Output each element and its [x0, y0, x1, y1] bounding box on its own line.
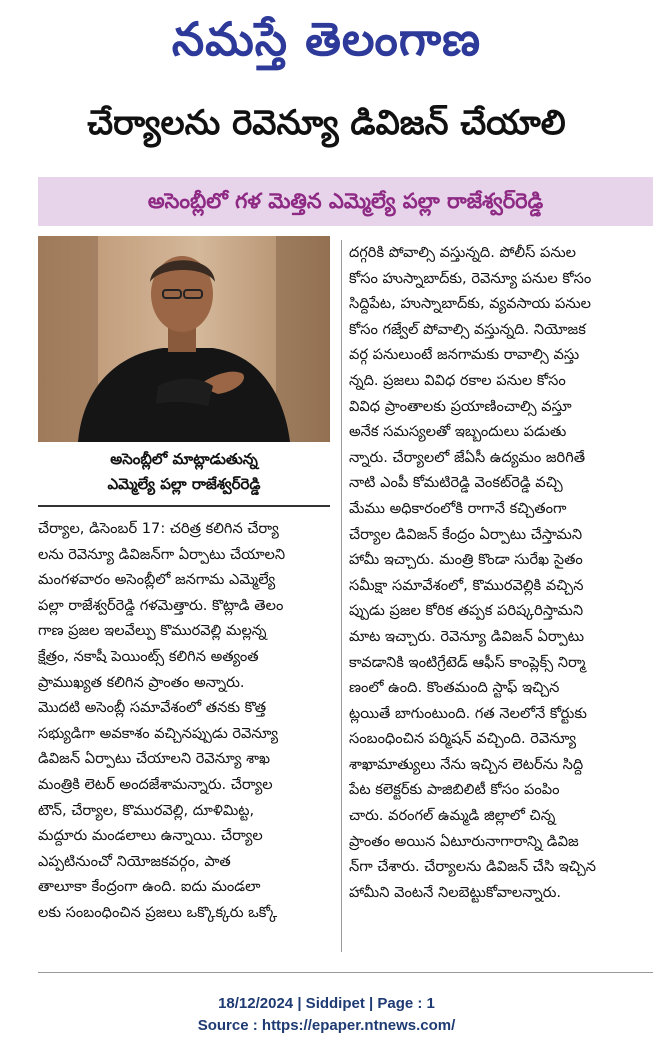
- subtitle: అసెంబ్లీలో గళ మెత్తిన ఎమ్మెల్యే పల్లా రాజేశ్వర్‌రెడ్డి: [147, 189, 544, 213]
- article-line: అనేక సమస్యలతో ఇబ్బందులు పడుతు: [349, 423, 567, 441]
- article-line: మద్దూరు మండలాలు ఉన్నాయి. చేర్యాల: [38, 827, 263, 845]
- article-line: సభ్యుడిగా అవకాశం వచ్చినప్పుడు రెవెన్యూ: [38, 724, 279, 742]
- article-line: గాణ ప్రజల ఇలవేల్పు కొమురవెల్లి మల్లన్న: [38, 622, 267, 640]
- article-line: తాలూకా కేంద్రంగా ఉంది. ఐదు మండలా: [38, 878, 261, 896]
- caption-line-2: ఎమ్మెల్యే పల్లా రాజేశ్వర్‌రెడ్డి: [107, 475, 261, 493]
- article-line: పల్లా రాజేశ్వర్‌రెడ్డి గళమెత్తారు. కొట్లాడి తెలం: [38, 596, 284, 614]
- article-line: హామీని వెంటనే నిలబెట్టుకోవాలన్నారు.: [349, 883, 562, 901]
- article-line: కావడానికి ఇంటిగ్రేటెడ్ ఆఫీస్ కాంప్లెక్స్ నిర్మా: [349, 653, 586, 671]
- article-line: ప్రాముఖ్యత కలిగిన ప్రాంతం అన్నారు.: [38, 673, 245, 691]
- article-line: పేట కలెక్టర్‌కు పాజిబిలిటీ కోసం పంపిం: [349, 781, 560, 799]
- footer-dateline: 18/12/2024 | Siddipet | Page : 1: [218, 995, 435, 1012]
- article-line: క్షేత్రం, నకాషీ పెయింట్స్ కలిగిన అత్యంత: [38, 647, 259, 665]
- article-line: ప్రాంతం అయిన ఏటూరునాగారాన్ని డివిజ: [349, 832, 579, 850]
- article-line: మేము అధికారంలోకి రాగానే కచ్చితంగా: [349, 499, 567, 517]
- article-line: హామీ ఇచ్చారు. మంత్రి కొండా సురేఖ సైతం: [349, 551, 583, 569]
- article-line: ణంలో ఉంది. కొంతమంది స్టాఫ్ ఇచ్చిన: [349, 679, 560, 697]
- article-line: వర్గ పనులుంటే జనగామకు రావాల్సి వస్తు: [349, 346, 580, 364]
- article-line: ట్లయితే బాగుంటుంది. గత నెలలోనే కోర్టుకు: [349, 704, 587, 722]
- article-line: దగ్గరికి పోవాల్సి వస్తున్నది. పోలీస్ పనుల: [349, 244, 576, 261]
- photo-caption: [38, 447, 330, 497]
- article-line: డివిజన్ ఏర్పాటు చేయాలని రెవెన్యూ శాఖ: [38, 750, 270, 768]
- article-line: సంబంధించిన పర్మిషన్ వచ్చింది. రెవెన్యూ: [349, 730, 577, 748]
- article-line: కోసం గజ్వేల్ పోవాల్సి వస్తున్నది. నియోజక: [349, 320, 586, 338]
- article-line: వివిధ ప్రాంతాలకు ప్రయాణించాల్సి వస్తూ: [349, 397, 572, 415]
- bottom-divider: [38, 972, 653, 973]
- news-photo: [38, 236, 330, 442]
- caption-divider: [38, 505, 330, 507]
- article-line: మాట ఇచ్చారు. రెవెన్యూ డివిజన్ ఏర్పాటు: [349, 627, 585, 645]
- article-line: లను రెవెన్యూ డివిజన్‌గా ఏర్పాటు చేయాలని: [38, 545, 286, 563]
- article-line: మొదటి అసెంబ్లీ సమావేశంలో తనకు కొత్త: [38, 699, 267, 717]
- article-line: న్నది. ప్రజలు వివిధ రకాల పనుల కోసం: [349, 371, 566, 389]
- article-line: చారు. వరంగల్ ఉమ్మడి జిల్లాలో చిన్న: [349, 807, 556, 825]
- footer: [0, 993, 653, 1037]
- article-line: ప్పుడు ప్రజల కోరిక తప్పక పరిష్కరిస్తామని: [349, 602, 584, 620]
- article-line: న్నారు. చేర్యాలలో జేఏసీ ఉద్యమం జరిగితే: [349, 448, 586, 466]
- article-left-column: [38, 516, 334, 926]
- article-right-column: [349, 240, 653, 905]
- article-line: లకు సంబంధించిన ప్రజలు ఒక్కొక్కరు ఒక్కో: [38, 903, 278, 921]
- article-line: మంగళవారం అసెంబ్లీలో జనగామ ఎమ్మెల్యే: [38, 571, 276, 589]
- article-line: చేర్యాల, డిసెంబర్ 17: చరిత్ర కలిగిన చేర్యా: [38, 520, 279, 537]
- article-line: టౌన్, చేర్యాల, కొమురవెల్లి, దూళిమిట్ట,: [38, 801, 255, 819]
- masthead-title: నమస్తే తెలంగాణ: [171, 12, 482, 66]
- article-line: మంత్రికి లెటర్ అందజేశామన్నారు. చేర్యాల: [38, 775, 273, 793]
- article-line: శాఖామాత్యులు నేను ఇచ్చిన లెటర్‌ను సిద్ది: [349, 755, 584, 773]
- footer-source: Source : https://epaper.ntnews.com/: [197, 1017, 456, 1034]
- article-line: కోసం హుస్నాబాద్‌కు, రెవెన్యూ పనుల కోసం: [349, 269, 592, 287]
- article-line: నాటి ఎంపీ కోమటిరెడ్డి వెంకట్‌రెడ్డి వచ్చి: [349, 474, 563, 492]
- article-line: చేర్యాల డివిజన్ కేంద్రం ఏర్పాటు చేస్తామని: [349, 525, 583, 543]
- article-line: న్‌గా చేశారు. చేర్యాలను డివిజన్ చేసి ఇచ్చిన: [349, 858, 597, 876]
- article-line: ఎప్పటినుంచో నియోజకవర్గం, పాత: [38, 852, 231, 870]
- caption-line-1: అసెంబ్లీలో మాట్లాడుతున్న: [110, 450, 258, 468]
- column-divider: [341, 240, 342, 952]
- headline: చేర్యాలను రెవెన్యూ డివిజన్ చేయాలి: [87, 103, 566, 143]
- article-line: సమీక్షా సమావేశంలో, కొమురవెల్లికి వచ్చిన: [349, 576, 584, 594]
- article-line: సిద్దిపేట, హుస్నాబాద్‌కు, వ్యవసాయ పనుల: [349, 295, 591, 313]
